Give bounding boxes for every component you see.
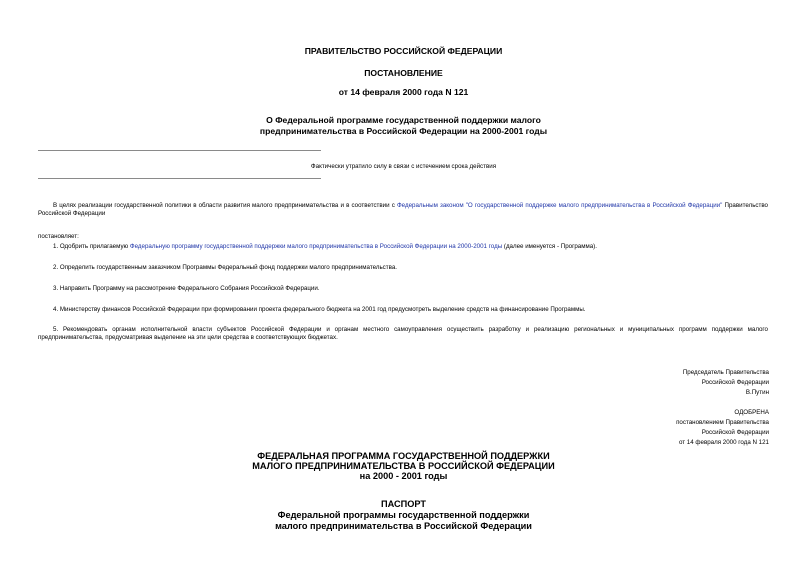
approval-line1: ОДОБРЕНА <box>734 409 769 416</box>
approval-line3: Российской Федерации <box>701 429 769 436</box>
item-2: 2. Определить государственным заказчиком Программы Федеральный фонд поддержки малого предпринимательства. <box>53 264 397 271</box>
federal-law-link[interactable]: Федеральным законом <box>396 202 464 209</box>
program-title-line1: ФЕДЕРАЛЬНАЯ ПРОГРАММА ГОСУДАРСТВЕННОЙ ПОДДЕРЖКИ <box>257 451 550 461</box>
program-link[interactable]: Федеральную программу государственной поддержки малого предпринимательства в Российской Федерации на 2000-2001 годы <box>129 243 503 250</box>
item-1 <box>38 243 768 251</box>
preamble-text-start: В целях реализации государственной политики в области развития малого предпринимательства и в соответствии с <box>53 202 397 209</box>
approval-line4: от 14 февраля 2000 года N 121 <box>678 439 769 446</box>
status-note: Фактически утратило силу в связи с истечением срока действия <box>310 163 497 170</box>
signature-name: В.Путин <box>745 389 769 396</box>
item-1-text-start: 1. Одобрить прилагаемую <box>53 243 130 250</box>
doc-title-line1: О Федеральной программе государственной поддержки малого <box>266 115 541 125</box>
item-1-text-end: (далее именуется - Программа). <box>502 243 597 250</box>
item-5: 5. Рекомендовать органам исполнительной власти субъектов Российской Федерации и органам местного самоуправления осуществить разработку и реализацию региональных и муниципальных программ поддержки малого предпринимательства, предусматривая выделение на эти цели средства в соответствующих бюджетах. <box>38 326 768 341</box>
preamble-paragraph <box>38 202 768 218</box>
divider-bottom <box>38 178 321 179</box>
doc-title-line2: предпринимательства в Российской Федерации на 2000-2001 годы <box>259 126 548 136</box>
approval-line2: постановлением Правительства <box>676 419 769 426</box>
preamble-text-end: Правительство Российской Федерации <box>38 202 768 217</box>
decree-word: постановляет: <box>38 233 79 240</box>
program-title-line2: МАЛОГО ПРЕДПРИНИМАТЕЛЬСТВА В РОССИЙСКОЙ ФЕДЕРАЦИИ <box>252 461 555 471</box>
passport-line2: малого предпринимательства в Российской Федерации <box>275 521 532 531</box>
item-3: 3. Направить Программу на рассмотрение Федерального Собрания Российской Федерации. <box>53 285 320 292</box>
signature-line2: Российской Федерации <box>701 379 769 386</box>
passport-heading: ПАСПОРТ <box>380 499 426 509</box>
signature-line1: Председатель Правительства <box>682 369 769 376</box>
law-title-link[interactable]: "О государственной поддержке малого предпринимательства в Российской Федерации" <box>465 202 723 209</box>
item-4: 4. Министерству финансов Российской Федерации при формировании проекта федерального бюджета на 2001 год предусмотреть выделение средств на финансирование Программы. <box>53 306 586 313</box>
program-title-line3: на 2000 - 2001 годы <box>359 471 448 481</box>
divider-top <box>38 150 321 151</box>
passport-line1: Федеральной программы государственной поддержки <box>277 510 530 520</box>
government-heading: ПРАВИТЕЛЬСТВО РОССИЙСКОЙ ФЕДЕРАЦИИ <box>304 46 503 56</box>
doc-type-heading: ПОСТАНОВЛЕНИЕ <box>364 68 443 78</box>
date-number: от 14 февраля 2000 года N 121 <box>338 87 469 97</box>
